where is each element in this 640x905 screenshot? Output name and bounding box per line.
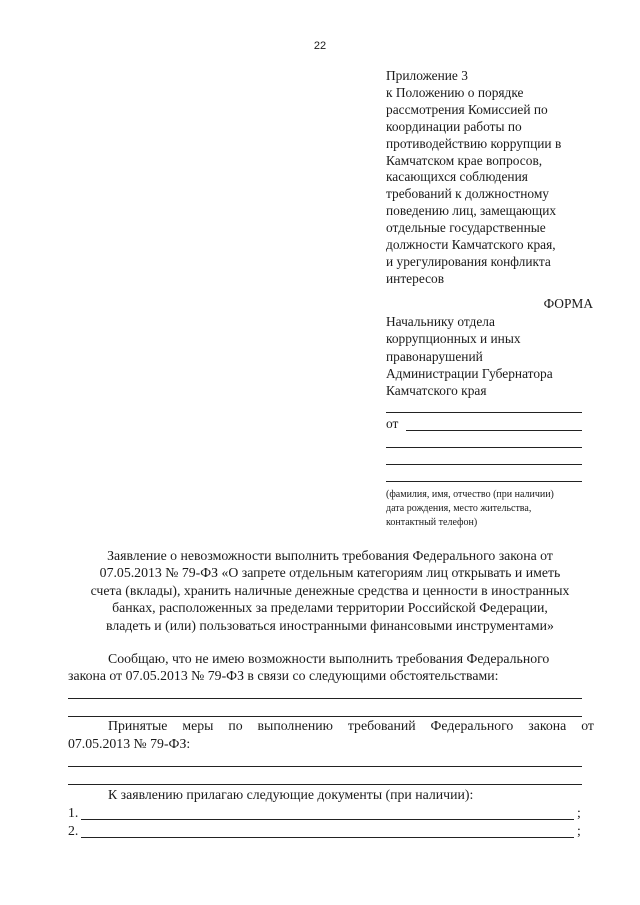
appendix-line: рассмотрения Комиссией по bbox=[386, 101, 548, 117]
circumstances-line[interactable] bbox=[68, 698, 582, 699]
appendix-line: к Положению о порядке bbox=[386, 84, 524, 100]
appendix-header bbox=[386, 68, 596, 288]
appendix-line: интересов bbox=[386, 270, 445, 286]
word: Принятые bbox=[108, 718, 168, 733]
appendix-line: противодействию коррупции в bbox=[386, 135, 562, 151]
title-line: банках, расположенных за пределами территории Российской Федерации, bbox=[112, 600, 548, 616]
word: меры bbox=[182, 718, 214, 733]
doc-item-line[interactable] bbox=[81, 819, 574, 820]
doc-item-number: 2. bbox=[68, 823, 79, 838]
doc-item-number: 1. bbox=[68, 805, 79, 820]
appendix-line: требований к должностному bbox=[386, 186, 549, 202]
appendix-line: Приложение 3 bbox=[386, 68, 468, 83]
applicant-details-line[interactable] bbox=[386, 447, 582, 448]
paragraph-2-line: 07.05.2013 № 79-ФЗ: bbox=[68, 736, 191, 751]
word: по bbox=[228, 718, 243, 733]
addressee-block bbox=[386, 313, 596, 399]
paragraph-1-line: закона от 07.05.2013 № 79-ФЗ в связи со следующими обстоятельствами: bbox=[68, 668, 499, 683]
addressee-line: Начальнику отдела bbox=[386, 314, 495, 329]
title-line: счета (вклады), хранить наличные денежные средства и ценности в иностранных bbox=[90, 582, 570, 598]
doc-item-end: ; bbox=[577, 805, 581, 820]
addressee-line: правонарушений bbox=[386, 348, 483, 364]
caption-line: дата рождения, место жительства, bbox=[386, 503, 532, 515]
doc-item-end: ; bbox=[577, 823, 581, 838]
applicant-name-line[interactable] bbox=[386, 412, 582, 413]
title-line: владеть и (или) пользоваться иностранными финансовыми инструментами» bbox=[106, 617, 554, 633]
appendix-line: должности Камчатского края, bbox=[386, 237, 556, 253]
addressee-line: коррупционных и иных bbox=[386, 331, 521, 347]
word: требований bbox=[347, 718, 416, 733]
caption-line: контактный телефон) bbox=[386, 517, 478, 529]
paragraph-1-line: Сообщаю, что не имею возможности выполнить требования Федерального bbox=[108, 651, 550, 666]
word: закона bbox=[528, 718, 567, 733]
addressee-line: Камчатского края bbox=[386, 383, 487, 399]
appendix-line: и урегулирования конфликта bbox=[386, 253, 551, 269]
appendix-line: отдельные государственные bbox=[386, 220, 546, 236]
appendix-line: координации работы по bbox=[386, 118, 522, 134]
title-line: Заявление о невозможности выполнить требования Федерального закона от bbox=[107, 548, 553, 563]
applicant-details-line[interactable] bbox=[386, 464, 582, 465]
measures-line[interactable] bbox=[68, 766, 582, 767]
form-label: ФОРМА bbox=[543, 296, 593, 311]
appendix-line: поведению лиц, замещающих bbox=[386, 203, 557, 219]
applicant-details-line[interactable] bbox=[386, 481, 582, 482]
doc-item-line[interactable] bbox=[81, 837, 574, 838]
statement-title bbox=[60, 547, 600, 634]
applicant-from-line[interactable] bbox=[406, 430, 582, 431]
word: Федерального bbox=[430, 718, 514, 733]
applicant-caption bbox=[386, 488, 596, 531]
paragraph-3: К заявлению прилагаю следующие документы (при наличии): bbox=[108, 787, 474, 802]
paragraph-2-line bbox=[108, 717, 594, 734]
caption-line: (фамилия, имя, отчество (при наличии) bbox=[386, 489, 554, 500]
word: от bbox=[581, 718, 594, 733]
from-label: от bbox=[386, 416, 399, 431]
addressee-line: Администрации Губернатора bbox=[386, 365, 553, 381]
word: выполнению bbox=[257, 718, 333, 733]
measures-line[interactable] bbox=[68, 784, 582, 785]
page-number: 22 bbox=[313, 40, 327, 52]
appendix-line: Камчатском крае вопросов, bbox=[386, 152, 543, 168]
title-line: 07.05.2013 № 79-ФЗ «О запрете отдельным категориям лиц открывать и иметь bbox=[99, 565, 561, 581]
appendix-line: касающихся соблюдения bbox=[386, 169, 528, 185]
